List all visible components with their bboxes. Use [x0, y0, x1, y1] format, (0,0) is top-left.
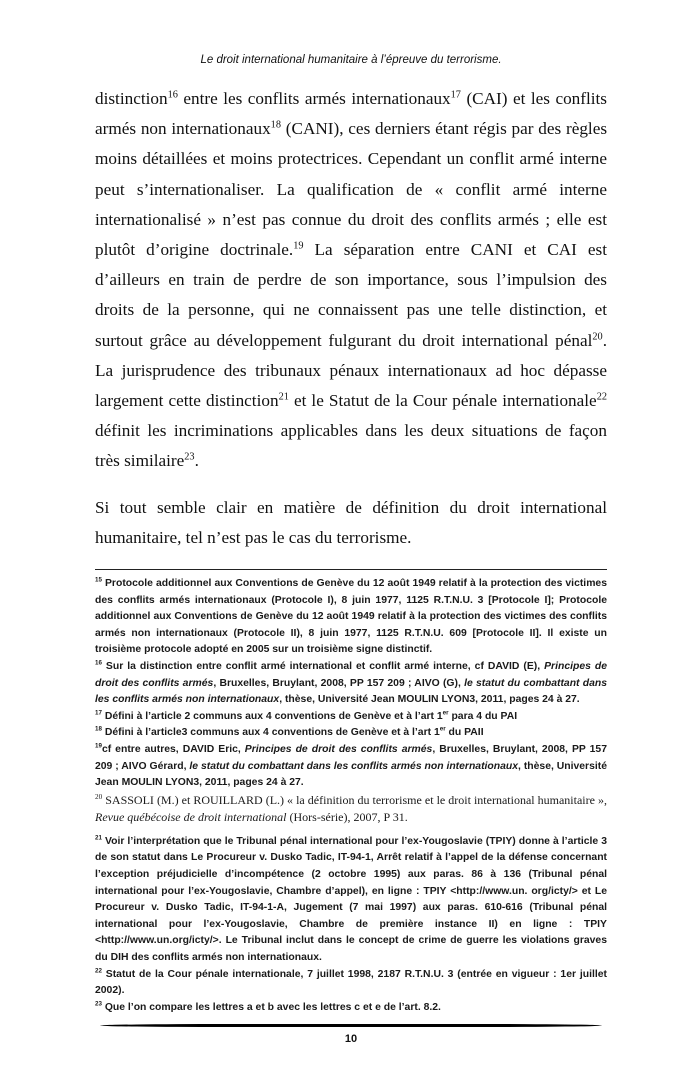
footnote-text: du PAII: [445, 727, 484, 739]
paragraph-2: Si tout semble clair en matière de définition du droit international humanitaire, tel n’est pas le cas du terrorisme.: [95, 497, 607, 547]
footnote-text: Que l’on compare les lettres a et b avec les lettres c et e de l’art. 8.2.: [101, 1001, 441, 1013]
footnote-number: 17: [95, 709, 102, 717]
footnote-text: SASSOLI (M.) et ROUILLARD (L.) « la définition du terrorisme et le droit international humanitaire »,: [102, 792, 607, 807]
footnote-number: 19: [95, 742, 102, 750]
text: définit les incriminations applicables dans les deux situations de façon très similaire: [95, 421, 607, 471]
superscript: er: [439, 725, 446, 733]
footnote-17: [95, 709, 607, 726]
footnote-separator: [95, 569, 607, 570]
text: et le Statut de la Cour pénale internationale: [288, 391, 597, 411]
footnote-text: Voir l’interprétation que le Tribunal pénal international pour l’ex-Yougoslavie (TPIY) donne à l’article 3 de son statut dans Le Procureur v. Dusko Tadic, IT-94-1, Arrêt relatif à l’appel de la défense concernant l’exception préjudicielle d’incompétence (2 octobre 1995) aux paras. 86 à 136 (Tribunal pénal international pour l’ex-Yougoslavie, Chambre d’appel), en ligne : TPIY <http://www.un. org/icty/> et Le Procureur v. Dusko Tadic, IT-94-1-A, Jugement (7 mai 1997) aux paras. 610-616 (Tribunal pénal international pour l’ex-Yougoslavie, Chambre de première instance II) en ligne : TPIY <http://www.un.org/icty/>. Le Tribunal inclut dans le concept de crime de guerre les violations graves du DIH des conflits armés non internationaux.: [95, 835, 607, 963]
text: (CAI) et les conflits armés non internationaux: [95, 89, 607, 139]
footnote-text: Défini à l’article 2 communs aux 4 conventions de Genève et à l’art 1: [101, 710, 443, 722]
footnote-ref[interactable]: 22: [596, 391, 607, 403]
footnote-text: (Hors-série), 2007, P 31.: [286, 809, 408, 824]
footnote-text: Sur la distinction entre conflit armé international et conflit armé interne, cf DAVID (E),: [101, 661, 545, 673]
footnote-20: [95, 792, 607, 826]
footnote-text: , Bruxelles, Bruylant, 2008, PP 157 209 ; AIVO (G),: [213, 677, 465, 689]
footnote-text: , Bruxelles, Bruylant, 2008, PP 157 209 ; AIVO Gérard,: [95, 743, 607, 772]
footnote-21: [95, 834, 607, 967]
paragraph-1: [95, 84, 607, 477]
footnote-ref[interactable]: 23: [184, 451, 195, 463]
footnote-ref[interactable]: 21: [278, 391, 289, 403]
footnote-16: [95, 659, 607, 709]
footnote-ref[interactable]: 16: [167, 89, 178, 101]
page-number: 10: [344, 1033, 358, 1046]
footnote-ref[interactable]: 18: [270, 119, 281, 131]
footnote-ref[interactable]: 19: [293, 240, 304, 252]
footnote-22: [95, 967, 607, 1000]
footnote-text: para 4 du PAI: [448, 710, 518, 722]
footnote-text: cf entre autres, DAVID Eric,: [101, 743, 245, 755]
running-header: Le droit international humanitaire à l’épreuve du terrorisme.: [200, 54, 502, 66]
footnote-ref[interactable]: 17: [450, 89, 461, 101]
footnote-number: 15: [95, 576, 102, 584]
text: (CANI), ces derniers étant régis par des règles moins détaillées et moins protectrices. Cependant un conflit armé interne peut s’internationaliser. La qualification de « conflit armé interne internationalisé » n’est pas connue du droit des conflits armés ; elle est plutôt d’origine doctrinale.: [95, 119, 608, 260]
footnote-15: [95, 576, 607, 659]
footnote-title: Principes de droit des conflits armés: [244, 743, 433, 755]
footnote-title: le statut du combattant dans les conflits armés non internationaux: [95, 677, 607, 706]
footnote-title: Principes de droit des conflits armés: [95, 661, 608, 689]
footnote-number: 18: [95, 725, 102, 733]
text: entre les conflits armés internationaux: [177, 89, 451, 108]
footnote-ref[interactable]: 20: [592, 330, 603, 342]
footer-rule: [100, 1024, 602, 1027]
footnotes: [95, 576, 607, 1016]
footnote-number: 16: [95, 659, 102, 667]
footnote-title: le statut du combattant dans les conflits armés non internationaux: [189, 760, 519, 772]
superscript: er: [442, 709, 449, 717]
footnote-title: Revue québécoise de droit international: [95, 809, 287, 824]
footnote-number: 20: [95, 792, 103, 801]
footnote-text: , thèse, Université Jean MOULIN LYON3, 2011, pages 24 à 27.: [95, 760, 608, 789]
footnote-text: Défini à l’article3 communs aux 4 conventions de Genève et à l’art 1: [101, 727, 440, 739]
footnote-19: [95, 742, 607, 792]
footnote-number: 22: [95, 967, 102, 975]
text: .: [194, 451, 199, 471]
text: . La jurisprudence des tribunaux pénaux internationaux ad hoc dépasse largement cette distinction: [95, 330, 607, 411]
text: La séparation entre CANI et CAI est d’ailleurs en train de perdre de son importance, sous l’impulsion des droits de la personne, qui ne connaissent pas une telle distinction, et surtout grâce au développement fulgurant du droit international pénal: [95, 240, 607, 350]
footnote-23: [95, 1000, 607, 1017]
footnote-number: 21: [95, 834, 102, 842]
footnote-number: 23: [95, 1000, 102, 1008]
footnote-text: Statut de la Cour pénale internationale, 7 juillet 1998, 2187 R.T.N.U. 3 (entrée en vigueur : 1er juillet 2002).: [95, 968, 607, 997]
footnote-text: Protocole additionnel aux Conventions de Genève du 12 août 1949 relatif à la protection des victimes des conflits armés internationaux (Protocole I), 8 juin 1977, 1125 R.T.N.U. 3 [Protocole I]; Protocole additionnel aux Conventions de Genève du 12 août 1949 relatif à la protection des victimes des conflits armés non internationaux (Protocole II), 8 juin 1977, 1125 R.T.N.U. 609 [Protocole II]. Il existe un troisième protocole adopté en 2005 sur un troisième signe distinctif.: [95, 578, 607, 656]
footnote-text: , thèse, Université Jean MOULIN LYON3, 2011, pages 24 à 27.: [279, 694, 580, 706]
footnote-18: [95, 725, 607, 742]
text: distinction: [95, 89, 168, 108]
footnote-gap: [95, 826, 607, 834]
body-text: [95, 84, 607, 553]
